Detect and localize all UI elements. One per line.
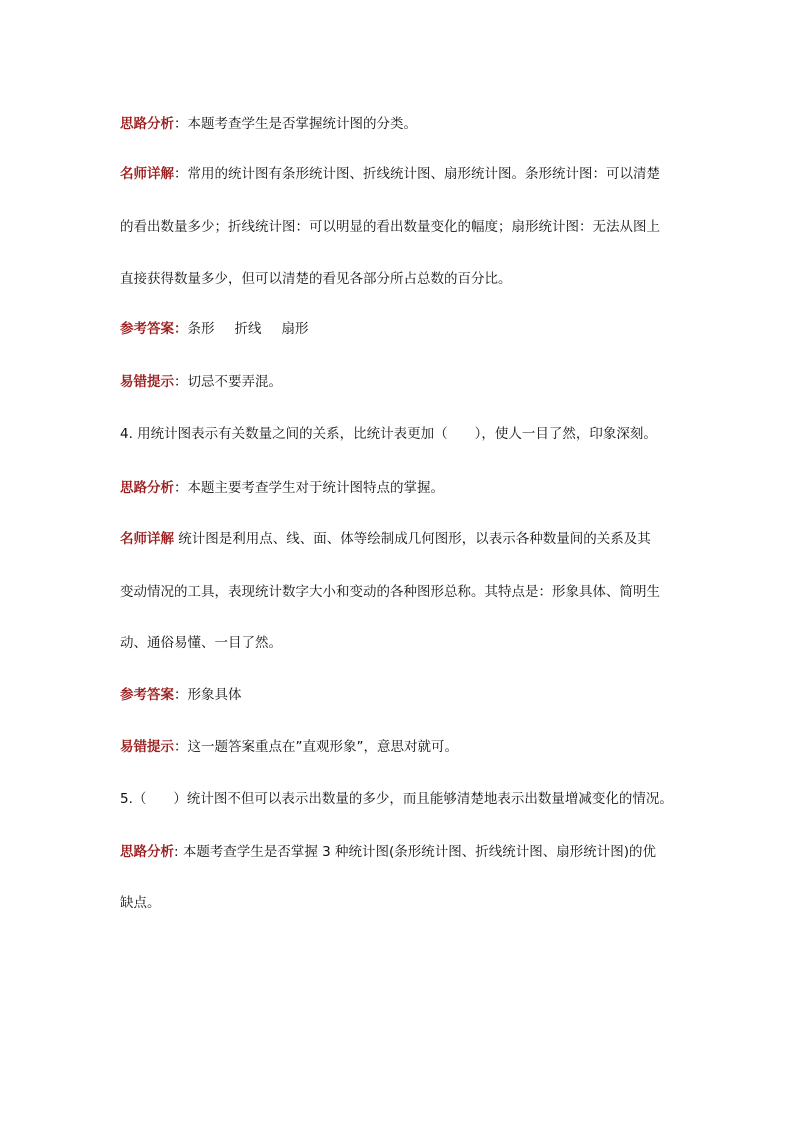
q4-tip-line (120, 738, 680, 756)
q3-explain-line-3: 直接获得数量多少，但可以清楚的看见各部分所占总数的百分比。 (120, 271, 512, 287)
analysis-text: ：本题考查学生是否掌握统计图的分类。 (174, 116, 417, 132)
q3-explain-line-2: 的看出数量多少；折线统计图：可以明显的看出数量变化的幅度；扇形统计图：无法从图上 (120, 219, 660, 235)
tip-text: ：切忌不要弄混。 (174, 374, 282, 390)
q4-explain-line-1 (120, 530, 680, 548)
q4-analysis-line (120, 479, 680, 497)
answer-item: 条形 (187, 321, 215, 337)
q3-tip-line (120, 373, 680, 391)
q3-answer-line (120, 320, 680, 338)
explain-label: 名师详解 (120, 531, 174, 547)
q3-analysis-line (120, 115, 680, 133)
analysis-label: 思路分析 (120, 844, 174, 860)
answer-colon: ： (174, 321, 188, 337)
analysis-label: 思路分析 (120, 480, 174, 496)
q5-analysis-line-1 (120, 843, 680, 861)
answer-label: 参考答案 (120, 321, 174, 337)
q4-question: 4. 用统计图表示有关数量之间的关系，比统计表更加（ ），使人一目了然，印象深刻。 (120, 426, 657, 442)
tip-label: 易错提示 (120, 739, 174, 755)
explain-label: 名师详解 (120, 166, 174, 182)
q4-answer-line (120, 686, 680, 704)
explain-text: ：常用的统计图有条形统计图、折线统计图、扇形统计图。条形统计图：可以清楚 (174, 166, 660, 182)
analysis-label: 思路分析 (120, 116, 174, 132)
q3-explain-line-1 (120, 165, 680, 183)
tip-label: 易错提示 (120, 374, 174, 390)
answer-label: 参考答案 (120, 687, 174, 703)
answer-text: ：形象具体 (174, 687, 242, 703)
answer-item: 折线 (234, 321, 262, 337)
tip-text: ：这一题答案重点在”直观形象”，意思对就可。 (174, 739, 458, 755)
q4-explain-line-2: 变动情况的工具，表现统计数字大小和变动的各种图形总称。其特点是：形象具体、简明生 (120, 584, 660, 600)
analysis-text: : 本题考查学生是否掌握 3 种统计图(条形统计图、折线统计图、扇形统计图)的优 (174, 844, 657, 860)
analysis-text: ：本题主要考查学生对于统计图特点的掌握。 (174, 480, 444, 496)
q5-analysis-line-2: 缺点。 (120, 895, 161, 911)
explain-text: 统计图是利用点、线、面、体等绘制成几何图形，以表示各种数量间的关系及其 (174, 531, 651, 547)
q5-question: 5.（ ）统计图不但可以表示出数量的多少，而且能够清楚地表示出数量增减变化的情况。 (120, 791, 673, 807)
answer-item: 扇形 (281, 321, 309, 337)
q4-explain-line-3: 动、通俗易懂、一目了然。 (120, 635, 282, 651)
